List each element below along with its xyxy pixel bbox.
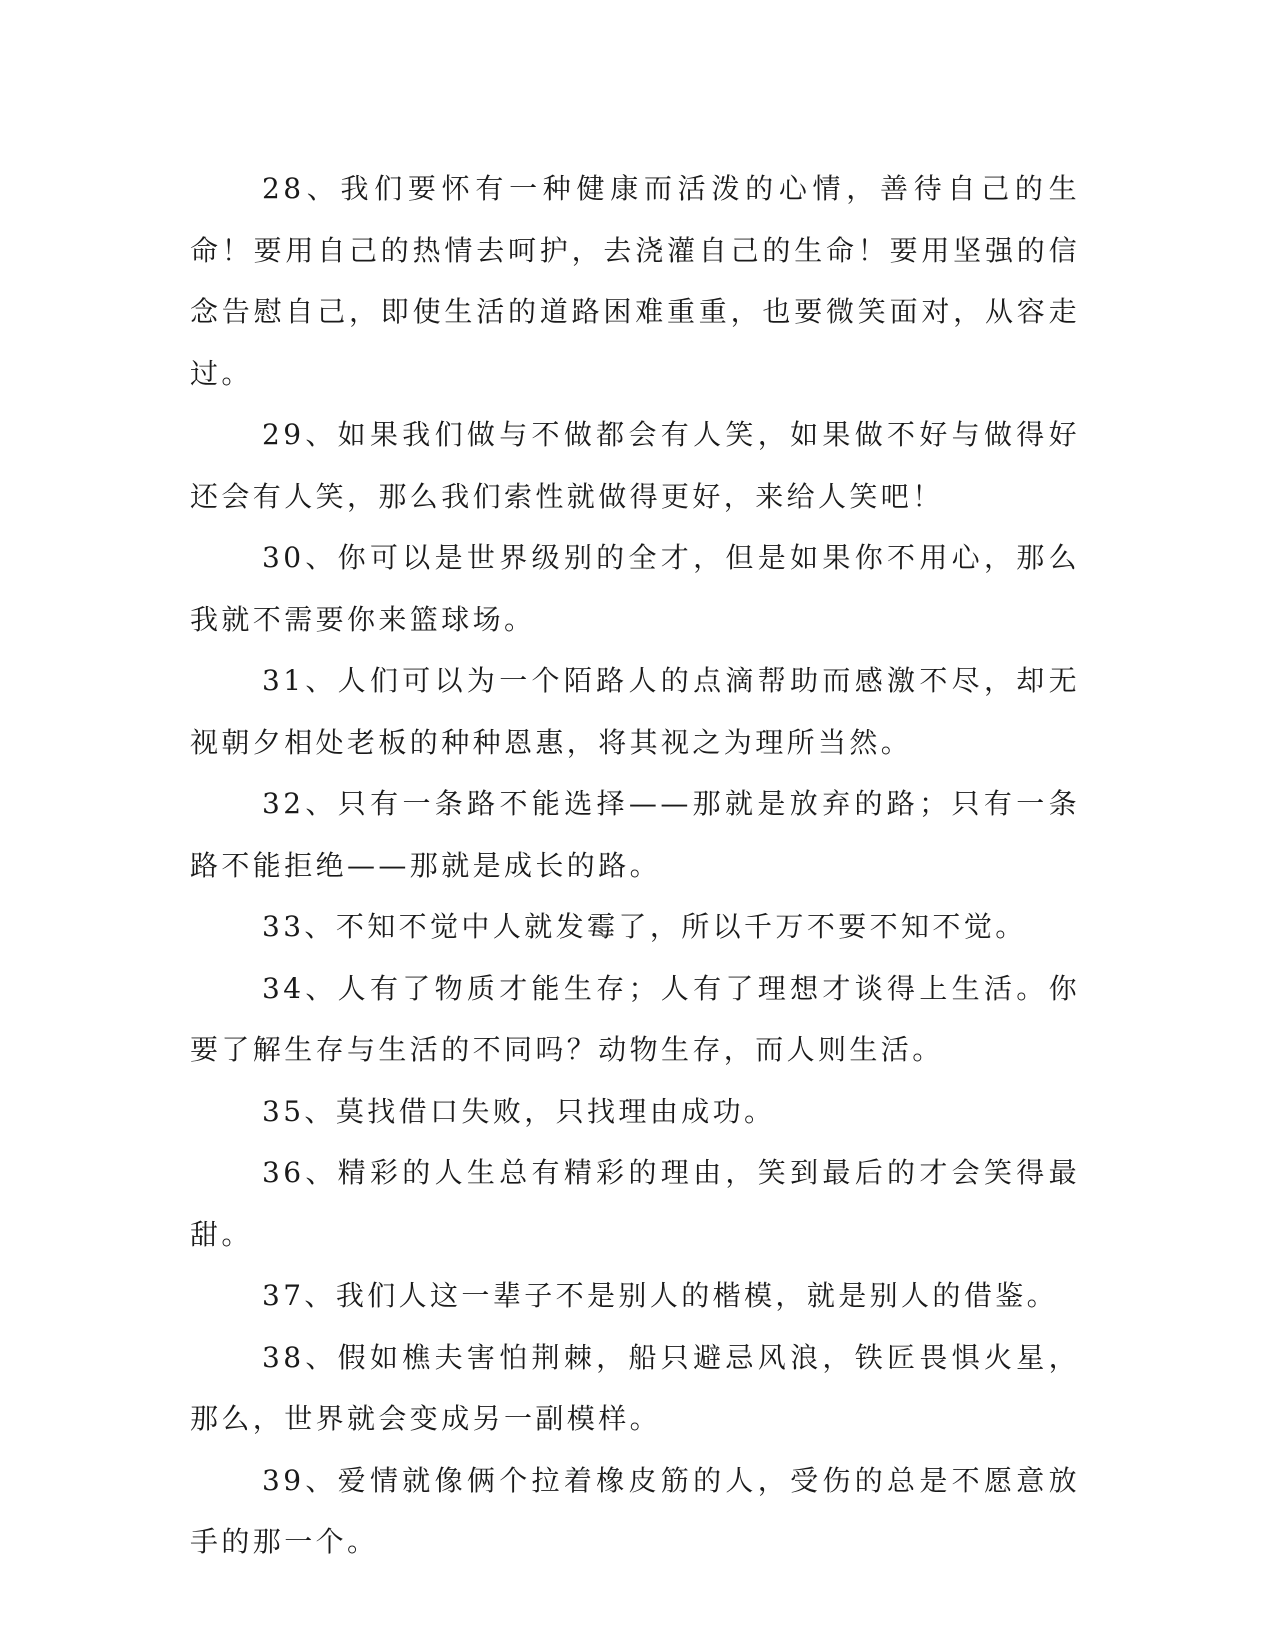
paragraph-38: 38、假如樵夫害怕荆棘，船只避忌风浪，铁匠畏惧火星，那么，世界就会变成另一副模样。	[190, 1340, 1080, 1435]
paragraph-34: 34、人有了物质才能生存；人有了理想才谈得上生活。你要了解生存与生活的不同吗？动物生存，而人则生活。	[190, 971, 1080, 1066]
paragraph-33: 33、不知不觉中人就发霉了，所以千万不要不知不觉。	[262, 910, 1027, 943]
document-body	[190, 158, 1080, 1573]
paragraph-28: 28、我们要怀有一种健康而活泼的心情，善待自己的生命！要用自己的热情去呵护，去浇灌自己的生命！要用坚强的信念告慰自己，即使生活的道路困难重重，也要微笑面对，从容走过。	[190, 172, 1080, 390]
paragraph-30: 30、你可以是世界级别的全才，但是如果你不用心，那么我就不需要你来篮球场。	[190, 541, 1080, 636]
paragraph-29: 29、如果我们做与不做都会有人笑，如果做不好与做得好还会有人笑，那么我们索性就做得更好，来给人笑吧！	[190, 418, 1080, 513]
paragraph-39: 39、爱情就像俩个拉着橡皮筋的人，受伤的总是不愿意放手的那一个。	[190, 1463, 1080, 1558]
paragraph-36: 36、精彩的人生总有精彩的理由，笑到最后的才会笑得最甜。	[190, 1156, 1080, 1251]
paragraph-32: 32、只有一条路不能选择——那就是放弃的路；只有一条路不能拒绝——那就是成长的路。	[190, 787, 1080, 882]
paragraph-37: 37、我们人这一辈子不是别人的楷模，就是别人的借鉴。	[262, 1279, 1059, 1312]
paragraph-35: 35、莫找借口失败，只找理由成功。	[262, 1094, 776, 1128]
paragraph-31: 31、人们可以为一个陌路人的点滴帮助而感激不尽，却无视朝夕相处老板的种种恩惠，将其视之为理所当然。	[190, 664, 1080, 759]
